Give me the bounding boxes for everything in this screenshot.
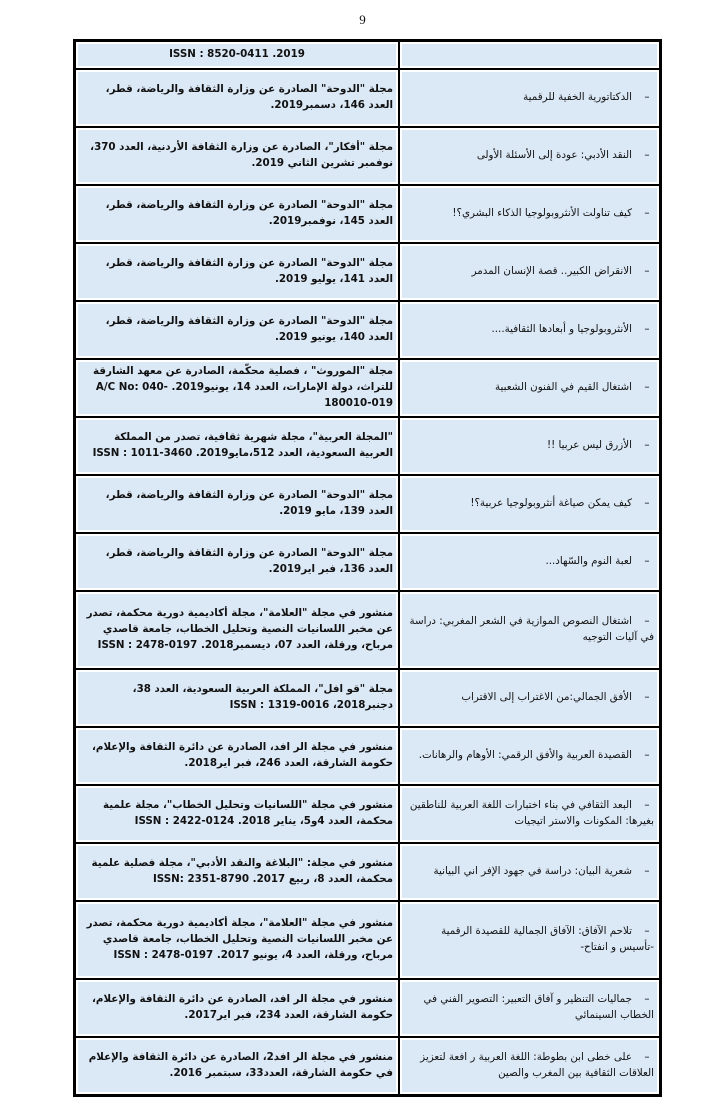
publication-source: منشور في مجلة "العلامة"، مجلة أكاديمية دورية محكمة، تصدر عن مخبر اللسانيات النصية وتحليل الخطاب، جامعة قاصدي مرباح، ورقلة، العدد 4، يونيو 2017. ISSN : 2478-0197 — [75, 901, 399, 979]
title-cell — [399, 127, 660, 185]
dash-bullet-icon: – — [644, 799, 650, 812]
title-cell — [399, 243, 660, 301]
dash-bullet-icon: – — [644, 207, 650, 220]
table-row — [75, 1037, 660, 1095]
publication-source: "المجلة العربية"، مجلة شهرية ثقافية، تصدر من المملكة العربية السعودية، العدد 512،مايو2019. ISSN : 1011-3460 — [75, 417, 399, 475]
dash-bullet-icon: – — [644, 439, 650, 452]
publication-source: مجلة "الدوحة" الصادرة عن وزارة الثقافة والرياضة، قطر، العدد 139، مايو 2019. — [75, 475, 399, 533]
dash-bullet-icon: – — [644, 91, 650, 104]
dash-bullet-icon: – — [644, 925, 650, 938]
publication-title: تلاحم الآفاق: الآفاق الجمالية للقصيدة الرقمية -تأسيس و انفتاح- — [441, 925, 654, 953]
dash-bullet-icon: – — [644, 865, 650, 878]
table-row — [75, 533, 660, 591]
page-number: 9 — [359, 12, 366, 27]
publication-title: شعرية البيان: دراسة في جهود الإفر اني البيانية — [433, 865, 632, 878]
title-cell — [399, 185, 660, 243]
table-row — [75, 185, 660, 243]
title-cell — [399, 417, 660, 475]
publication-source: مجلة "أفكار"، الصادرة عن وزارة الثقافة الأردنية، العدد 370، نوفمبر تشرين الثاني 2019. — [75, 127, 399, 185]
publication-title: اشتغال النصوص الموازية في الشعر المغربي: دراسة في آليات التوجيه — [409, 615, 654, 643]
publication-title: كيف تناولت الأنثروبولوجيا الذكاء البشري؟! — [452, 207, 632, 220]
table-row — [75, 843, 660, 901]
publication-title: الأفق الجمالي:من الاغتراب إلى الاقتراب — [461, 691, 632, 704]
dash-bullet-icon: – — [644, 1051, 650, 1064]
title-cell — [399, 979, 660, 1037]
publication-source: منشور في مجلة: "البلاغة والنقد الأدبي"، مجلة فصلية علمية محكمة، العدد 8، ربيع 2017. ISSN: 2351-8790 — [75, 843, 399, 901]
title-cell — [399, 301, 660, 359]
title-cell — [399, 785, 660, 843]
table-row — [75, 69, 660, 127]
title-cell — [399, 843, 660, 901]
publication-source: منشور في مجلة الر افد، الصادرة عن دائرة الثقافة والإعلام، حكومة الشارقة، العدد 246، فبر اير2018. — [75, 727, 399, 785]
dash-bullet-icon: – — [644, 323, 650, 336]
publication-source: منشور في مجلة الر افد، الصادرة عن دائرة الثقافة والإعلام، حكومة الشارقة، العدد 234، فبر اير2017. — [75, 979, 399, 1037]
table-row — [75, 475, 660, 533]
publication-title: الأنثروبولوجيا و أبعادها الثقافية.... — [491, 323, 632, 336]
title-cell — [399, 41, 660, 69]
dash-bullet-icon: – — [644, 749, 650, 762]
table-row — [75, 301, 660, 359]
publication-title: الأزرق ليس عربيا !! — [546, 439, 632, 452]
publication-title: البعد الثقافي في بناء اختبارات اللغة العربية للناطقين بغيرها: المكونات والاستر اتيجيات — [409, 799, 654, 827]
table-row — [75, 359, 660, 417]
title-cell — [399, 901, 660, 979]
table-row — [75, 41, 660, 69]
title-cell — [399, 591, 660, 669]
publication-source: مجلة "الدوحة" الصادرة عن وزارة الثقافة والرياضة، قطر، العدد 136، فبر اير2019. — [75, 533, 399, 591]
publication-source: مجلة "الدوحة" الصادرة عن وزارة الثقافة والرياضة، قطر، العدد 140، يونيو 2019. — [75, 301, 399, 359]
table-row — [75, 127, 660, 185]
dash-bullet-icon: – — [644, 381, 650, 394]
source-cell: ISSN : 8520-0411 .2019 — [75, 41, 399, 69]
table-row — [75, 243, 660, 301]
table-row — [75, 785, 660, 843]
publication-title: لعبة النوم والسّهاد... — [545, 555, 632, 568]
publication-source: مجلة "الدوحة" الصادرة عن وزارة الثقافة والرياضة، قطر، العدد 146، دسمبر2019. — [75, 69, 399, 127]
table-row — [75, 979, 660, 1037]
publication-title: اشتغال القيم في الفنون الشعبية — [494, 381, 632, 394]
publication-source: مجلة "قو افل"، المملكة العربية السعودية، العدد 38، دجنبر2018، ISSN : 1319-0016 — [75, 669, 399, 727]
table-row — [75, 417, 660, 475]
publication-title: القصيدة العربية والأفق الرقمي: الأوهام والرهانات. — [418, 749, 632, 762]
table-row — [75, 591, 660, 669]
dash-bullet-icon: – — [644, 993, 650, 1006]
title-cell — [399, 727, 660, 785]
dash-bullet-icon: – — [644, 615, 650, 628]
table-row — [75, 669, 660, 727]
publications-table — [73, 39, 662, 1097]
publication-title: على خطى ابن بطوطة: اللغة العربية ر افعة لتعزيز العلاقات الثقافية بين المغرب والصين — [420, 1051, 654, 1079]
publication-source: منشور في مجلة الر افد2، الصادرة عن دائرة الثقافة والإعلام في حكومة الشارقة، العدد33، سبتمبر 2016. — [75, 1037, 399, 1095]
publication-source: مجلة "الدوحة" الصادرة عن وزارة الثقافة والرياضة، قطر، العدد 145، نوفمبر2019. — [75, 185, 399, 243]
publication-title: النقد الأدبي: عودة إلى الأسئلة الأولى — [476, 149, 632, 162]
dash-bullet-icon: – — [644, 555, 650, 568]
publication-source: مجلة "الدوحة" الصادرة عن وزارة الثقافة والرياضة، قطر، العدد 141، يوليو 2019. — [75, 243, 399, 301]
dash-bullet-icon: – — [644, 265, 650, 278]
title-cell — [399, 359, 660, 417]
title-cell — [399, 1037, 660, 1095]
dash-bullet-icon: – — [644, 149, 650, 162]
title-cell — [399, 533, 660, 591]
publication-title: الدكتاتورية الخفية للرقمية — [523, 91, 632, 104]
title-cell — [399, 669, 660, 727]
dash-bullet-icon: – — [644, 497, 650, 510]
title-cell — [399, 475, 660, 533]
publication-title: جماليات التنظير و آفاق التعبير: التصوير الفني في الخطاب السينمائي — [423, 993, 654, 1021]
publication-source: منشور في مجلة "اللسانيات وتحليل الخطاب"، مجلة علمية محكمة، العدد 4و5، يناير 2018. ISSN : 2422-0124 — [75, 785, 399, 843]
table-row — [75, 727, 660, 785]
publication-title: كيف يمكن صياغة أنثروبولوجيا عربية؟! — [470, 497, 632, 510]
publication-source: مجلة "الموروث" ، فصلية محكّمة، الصادرة عن معهد الشارقة للتراث، دولة الإمارات، العدد 14، يونيو2019. A/C No: 040-180010-019 — [75, 359, 399, 417]
dash-bullet-icon: – — [644, 691, 650, 704]
table-row — [75, 901, 660, 979]
publication-title: الانقراض الكبير.. قصة الإنسان المدمر — [471, 265, 632, 278]
publication-source: منشور في مجلة "العلامة"، مجلة أكاديمية دورية محكمة، تصدر عن مخبر اللسانيات النصية وتحليل الخطاب، جامعة قاصدي مرباح، ورقلة، العدد 07، ديسمبر2018. ISSN : 2478-0197 — [75, 591, 399, 669]
title-cell — [399, 69, 660, 127]
